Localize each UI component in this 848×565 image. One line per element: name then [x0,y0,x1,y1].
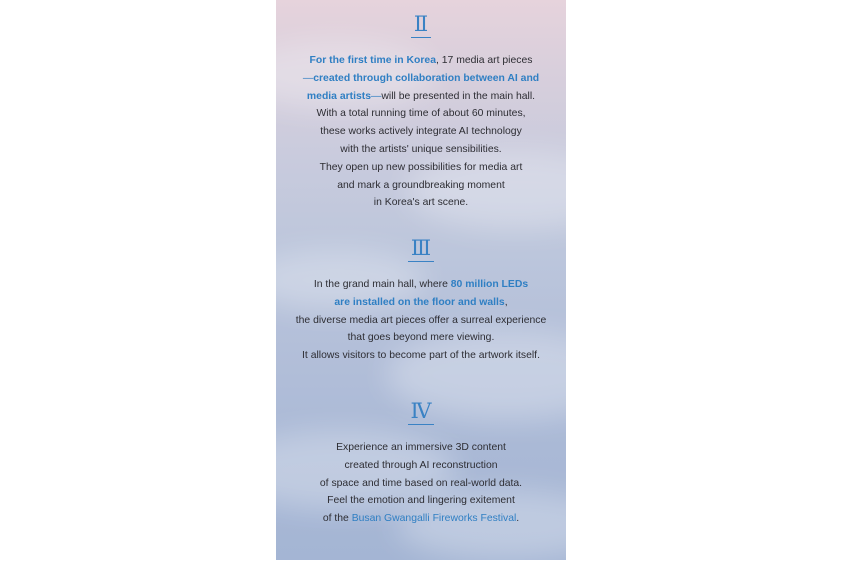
text-line [276,88,566,106]
text-line [276,457,566,475]
body-text: In the grand main hall, where [313,279,451,290]
section-4 [276,401,566,528]
section-3 [276,238,566,365]
body-text: will be presented in the main hall. [381,90,536,102]
section-3-text [276,276,566,365]
section-4-numeral: Ⅳ [408,401,435,425]
text-line [276,194,566,212]
text-line [276,312,566,330]
text-line [276,347,566,365]
body-text: of the [322,513,352,525]
body-text: of space and time based on real-world data. [319,477,523,489]
body-text: They open up new possibilities for media art [319,161,523,173]
body-text: the diverse media art pieces offer a surreal experience [295,314,547,326]
body-text: created through AI reconstruction [344,459,498,471]
body-text: , [504,296,508,308]
section-2-numeral: Ⅱ [411,14,431,38]
body-text: that goes beyond mere viewing. [347,332,495,344]
body-text: in Korea's art scene. [373,197,469,209]
text-line [276,177,566,195]
text-line [276,159,566,177]
body-text: , 17 media art pieces [435,55,533,66]
body-text: with the artists' unique sensibilities. [340,143,502,155]
highlight-text: are installed on the floor and walls [334,296,505,308]
poster-panel [276,0,566,560]
text-line [276,475,566,493]
text-line [276,105,566,123]
text-line [276,276,566,294]
highlight-text: created through collaboration between AI and [313,72,540,84]
highlight-text: — [302,72,314,84]
body-text: With a total running time of about 60 minutes, [316,108,526,120]
text-line [276,123,566,141]
highlight-text: Busan Gwangalli Fireworks Festival [351,513,517,525]
section-3-numeral: Ⅲ [408,238,434,262]
text-line [276,70,566,88]
body-text: these works actively integrate AI technology [320,126,522,138]
section-4-text [276,439,566,528]
body-text: . [516,513,520,525]
text-line [276,510,566,528]
text-line [276,294,566,312]
section-2 [276,14,566,212]
highlight-text: For the first time in Korea [309,55,436,66]
body-text: It allows visitors to become part of the artwork itself. [302,350,540,362]
body-text: and mark a groundbreaking moment [337,179,505,191]
text-line [276,329,566,347]
body-text: Experience an immersive 3D content [336,442,506,453]
highlight-text: 80 million LEDs [450,279,529,290]
highlight-text: media artists [306,90,372,102]
body-text: Feel the emotion and lingering exitement [327,495,515,507]
text-line [276,52,566,70]
highlight-text: — [371,90,382,102]
text-line [276,492,566,510]
text-line [276,141,566,159]
text-line [276,439,566,457]
section-2-text [276,52,566,212]
